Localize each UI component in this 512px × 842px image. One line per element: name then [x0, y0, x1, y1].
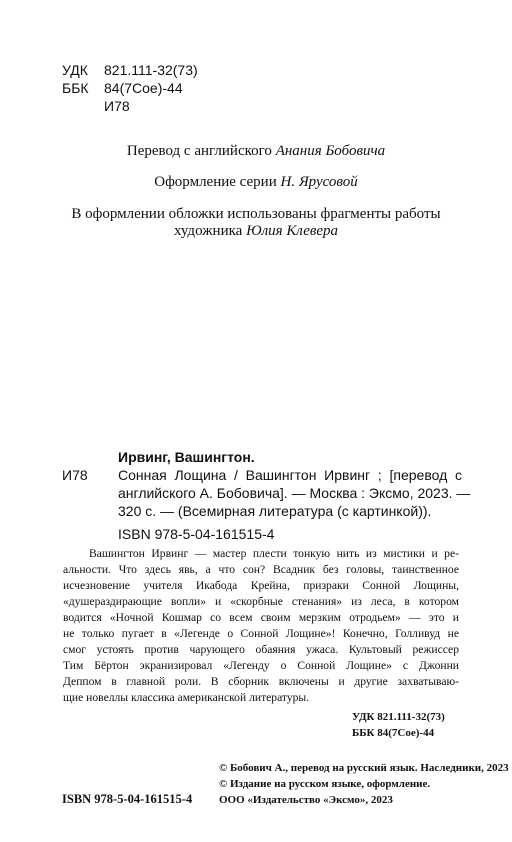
bib-isbn: ISBN 978-5-04-161515-4: [118, 526, 275, 542]
annotation-line: щие новеллы классика американской литературы.: [63, 691, 310, 704]
udk-value: 821.111-32(73): [104, 62, 198, 78]
series-design-credit: [0, 174, 512, 191]
annotation-line: водится «Ночной Кошмар со всем своим мерзким отродьем» — это и: [63, 611, 459, 624]
annotation-line: альности. Что здесь явь, а что сон? Всадник без головы, таинственное: [63, 563, 459, 576]
copyright-edition: © Издание на русском языке, оформление.: [219, 778, 431, 790]
bib-line-2: английского А. Бобовича]. — Москва : Эксмо, 2023. —: [118, 485, 471, 501]
udk-label: УДК: [62, 62, 88, 78]
copyright-translation: © Бобович А., перевод на русский язык. Наследники, 2023: [219, 762, 509, 774]
annotation-line: исчезновение учителя Икабода Крейна, призраки Сонной Лощины,: [63, 579, 459, 592]
footer-isbn: ISBN 978-5-04-161515-4: [62, 792, 193, 806]
cover-artist-name: Юлия Клевера: [246, 223, 339, 239]
series-designer-name: Н. Ярусовой: [280, 174, 358, 190]
udk-row: [62, 62, 262, 80]
series-prefix: Оформление серии: [154, 174, 281, 190]
translator-name: Анания Бобовича: [275, 143, 386, 159]
annotation-line: смог устоять против чарующего обаяния ужаса. Культовый режиссер: [63, 643, 459, 656]
annotation-line: не только пугает в «Легенде о Сонной Лощине»! Конечно, Голливуд не: [63, 627, 459, 640]
translation-credit: [0, 143, 512, 160]
annotation-udk: УДК 821.111-32(73): [352, 711, 445, 723]
translation-prefix: Перевод с английского: [126, 143, 276, 159]
annotation-line: Деппом в главной роли. В сборник включены и другие захватываю-: [63, 675, 459, 688]
cover-credit-line1: В оформлении обложки использованы фрагменты работы: [71, 206, 441, 222]
annotation-line: «душераздирающие вопли» и «скорбные стенания» из леса, в котором: [63, 595, 459, 608]
bbk-value: 84(7Сое)-44: [104, 80, 183, 96]
bib-line-1: Сонная Лощина / Вашингтон Ирвинг ; [перевод с: [118, 467, 462, 483]
bib-line-3: 320 с. — (Всемирная литература (с картинкой)).: [118, 503, 432, 519]
bib-author-mark: И78: [62, 467, 88, 483]
bib-author-heading: Ирвинг, Вашингтон.: [118, 449, 255, 465]
copyright-publisher: ООО «Издательство «Эксмо», 2023: [219, 794, 393, 806]
annotation-line: Тим Бёртон экранизировал «Легенду о Сонной Лощине» с Джонни: [63, 659, 459, 672]
author-mark: И78: [104, 98, 130, 114]
bbk-label: ББК: [62, 80, 89, 96]
annotation-bbk: ББК 84(7Сое)-44: [352, 727, 435, 739]
cover-credit-line2: [0, 223, 512, 240]
annotation-line: Вашингтон Ирвинг — мастер плести тонкую нить из мистики и ре-: [89, 547, 459, 560]
cover-prefix: художника: [173, 223, 247, 239]
bbk-row: [62, 80, 262, 98]
